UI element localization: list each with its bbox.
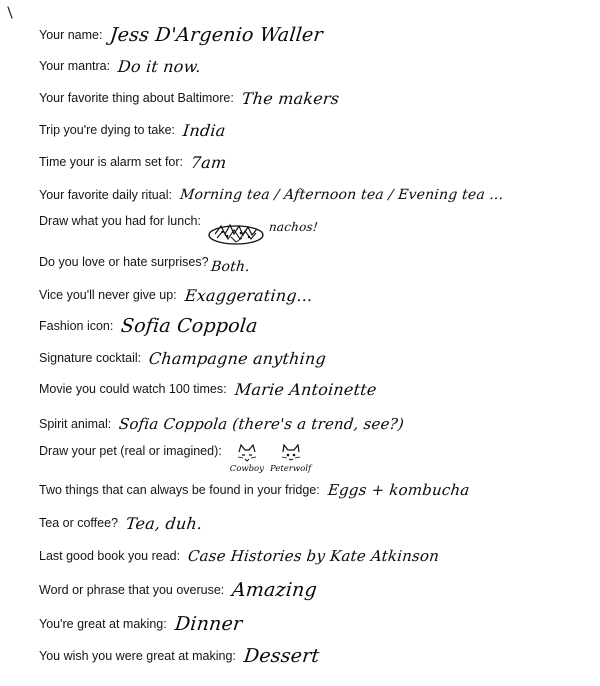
question-row-mantra: [39, 51, 592, 81]
handwritten-answer: Both.: [209, 259, 251, 275]
handwritten-answer: Marie Antoinette: [233, 379, 378, 399]
question-label: Two things that can always be found in your fridge:: [39, 483, 320, 497]
question-label: Last good book you read:: [39, 549, 181, 563]
question-row-alarm: [39, 147, 592, 177]
handwritten-answer: Jess D'Argenio Waller: [109, 24, 325, 46]
question-label: You're great at making:: [39, 617, 167, 631]
pen-mark-icon: [6, 6, 18, 20]
handwritten-answer: India: [182, 120, 227, 140]
handwritten-answer: Amazing: [231, 579, 319, 601]
question-row-tea-coffee: [39, 508, 592, 538]
handwritten-answer: Dinner: [173, 613, 244, 635]
pet-drawing: [270, 444, 311, 474]
question-label: Tea or coffee?: [39, 516, 118, 530]
pet-drawing: [230, 444, 264, 474]
handwritten-answer: Tea, duh.: [125, 513, 204, 533]
question-row-vice: [39, 280, 592, 310]
question-label: Time your is alarm set for:: [39, 155, 184, 169]
question-label: Trip you're dying to take:: [39, 123, 176, 137]
handwritten-answer: 7am: [190, 152, 228, 172]
question-label: Signature cocktail:: [39, 351, 142, 365]
question-row-name: [39, 20, 592, 50]
cat-face-icon: [280, 444, 302, 464]
question-row-overuse: [39, 575, 592, 605]
question-label: Do you love or hate surprises?: [39, 255, 209, 269]
question-row-trip: [39, 115, 592, 145]
question-label: Vice you'll never give up:: [39, 288, 177, 302]
question-label: Your favorite daily ritual:: [39, 188, 172, 202]
nachos-drawing-icon: [207, 220, 265, 246]
handwritten-answer: The makers: [240, 88, 341, 108]
question-label: Your mantra:: [39, 59, 111, 73]
question-row-spirit-animal: [39, 409, 592, 439]
question-row-book: [39, 541, 592, 571]
handwritten-answer: Sofia Coppola (there's a trend, see?): [118, 415, 406, 433]
question-row-fridge: [39, 475, 592, 505]
handwritten-answer: Sofia Coppola: [120, 315, 260, 337]
question-row-baltimore: [39, 83, 592, 113]
handwritten-answer: Champagne anything: [148, 348, 328, 368]
pet-drawings: [230, 444, 311, 474]
question-label: Spirit animal:: [39, 417, 112, 431]
handwritten-answer: Exaggerating...: [183, 285, 314, 305]
question-row-movie: [39, 374, 592, 404]
question-row-fashion: [39, 311, 592, 341]
question-row-wish: [39, 641, 592, 671]
pet-name: Cowboy: [229, 464, 264, 474]
handwritten-answer: Eggs + kombucha: [326, 481, 471, 499]
question-row-pet: [39, 440, 592, 480]
question-label: You wish you were great at making:: [39, 649, 236, 663]
handwritten-answer: Do it now.: [117, 56, 203, 76]
question-label: Word or phrase that you overuse:: [39, 583, 225, 597]
question-label: Movie you could watch 100 times:: [39, 382, 227, 396]
question-label: Your name:: [39, 28, 103, 42]
handwritten-answer: Dessert: [242, 645, 321, 667]
question-row-ritual: [39, 180, 592, 210]
question-label: Draw what you had for lunch:: [39, 214, 201, 228]
question-label: Draw your pet (real or imagined):: [39, 444, 222, 458]
handwritten-answer: nachos!: [268, 220, 319, 234]
question-row-cocktail: [39, 343, 592, 373]
pet-name: Peterwolf: [269, 464, 312, 474]
handwritten-answer: Morning tea / Afternoon tea / Evening tea ...: [179, 187, 505, 203]
question-label: Your favorite thing about Baltimore:: [39, 91, 234, 105]
question-row-surprises: [39, 247, 592, 277]
question-label: Fashion icon:: [39, 319, 114, 333]
cat-face-icon: [236, 444, 258, 464]
question-row-great-at: [39, 609, 592, 639]
handwritten-answer: Case Histories by Kate Atkinson: [187, 547, 441, 565]
lunch-drawing: [207, 220, 318, 246]
